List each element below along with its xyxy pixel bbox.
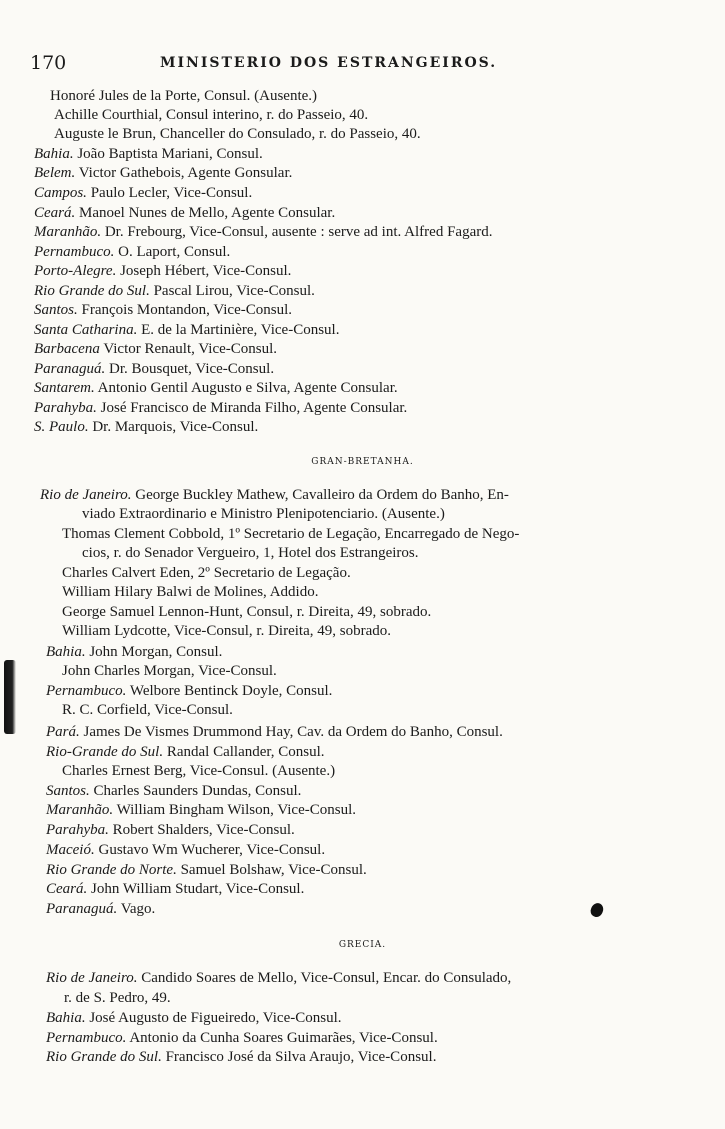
list-item: Rio Grande do Sul. Pascal Lirou, Vice-Consul. — [34, 283, 315, 299]
list-item: Charles Calvert Eden, 2º Secretario de Legação. — [62, 565, 351, 581]
list-item: John Charles Morgan, Vice-Consul. — [62, 663, 277, 679]
list-item: Bahia. John Morgan, Consul. — [46, 644, 223, 660]
list-item: Ceará. John William Studart, Vice-Consul. — [46, 881, 305, 897]
list-item: Paranaguá. Dr. Bousquet, Vice-Consul. — [34, 361, 275, 377]
list-item: Maranhão. William Bingham Wilson, Vice-Consul. — [46, 802, 356, 818]
list-item: Rio Grande do Norte. Samuel Bolshaw, Vice-Consul. — [46, 862, 367, 878]
list-item: cios, r. do Senador Vergueiro, 1, Hotel dos Estrangeiros. — [82, 545, 419, 561]
list-item: R. C. Corfield, Vice-Consul. — [62, 702, 233, 718]
page-edge-mark — [4, 660, 16, 734]
list-item: Achille Courthial, Consul interino, r. do Passeio, 40. — [54, 107, 369, 123]
list-item: Maranhão. Dr. Frebourg, Vice-Consul, ausente : serve ad int. Alfred Fagard. — [34, 224, 493, 240]
list-item: Bahia. José Augusto de Figueiredo, Vice-Consul. — [46, 1010, 342, 1026]
list-item: Pará. James De Vismes Drummond Hay, Cav. da Ordem do Banho, Consul. — [46, 724, 503, 740]
list-item: Rio-Grande do Sul. Randal Callander, Consul. — [46, 744, 325, 760]
list-item: Santos. Charles Saunders Dundas, Consul. — [46, 783, 302, 799]
page-number: 170 — [30, 52, 67, 74]
list-item: viado Extraordinario e Ministro Plenipotenciario. (Ausente.) — [82, 506, 445, 522]
list-item: Parahyba. Robert Shalders, Vice-Consul. — [46, 822, 295, 838]
page-header — [30, 52, 540, 78]
list-item: Bahia. João Baptista Mariani, Consul. — [34, 146, 263, 162]
list-item: Parahyba. José Francisco de Miranda Filho, Agente Consular. — [34, 400, 408, 416]
list-item: Rio Grande do Sul. Francisco José da Silva Araujo, Vice-Consul. — [46, 1049, 437, 1065]
list-item: Paranaguá. Vago. — [46, 901, 156, 917]
ink-blot — [589, 901, 606, 919]
list-item: Pernambuco. Antonio da Cunha Soares Guimarães, Vice-Consul. — [46, 1030, 438, 1046]
list-item: William Lydcotte, Vice-Consul, r. Direita, 49, sobrado. — [62, 623, 391, 639]
list-item: Santarem. Antonio Gentil Augusto e Silva, Agente Consular. — [34, 380, 398, 396]
list-item: George Samuel Lennon-Hunt, Consul, r. Direita, 49, sobrado. — [62, 604, 432, 620]
list-item: Barbacena Victor Renault, Vice-Consul. — [34, 341, 278, 357]
list-item: Thomas Clement Cobbold, 1º Secretario de Legação, Encarregado de Nego- — [62, 526, 520, 542]
list-item: Pernambuco. O. Laport, Consul. — [34, 244, 231, 260]
list-item: Rio de Janeiro. George Buckley Mathew, Cavalleiro da Ordem do Banho, En- — [40, 487, 509, 503]
list-item: Santos. François Montandon, Vice-Consul. — [34, 302, 292, 318]
list-item: S. Paulo. Dr. Marquois, Vice-Consul. — [34, 419, 259, 435]
list-item: Maceió. Gustavo Wm Wucherer, Vice-Consul. — [46, 842, 326, 858]
list-item: Belem. Victor Gathebois, Agente Gonsular. — [34, 165, 293, 181]
list-item: Santa Catharina. E. de la Martinière, Vice-Consul. — [34, 322, 340, 338]
section-heading: GRECIA. — [338, 940, 387, 950]
list-item: Porto-Alegre. Joseph Hébert, Vice-Consul. — [34, 263, 292, 279]
list-item: Auguste le Brun, Chanceller do Consulado, r. do Passeio, 40. — [54, 126, 421, 142]
running-title: MINISTERIO DOS ESTRANGEIROS. — [160, 55, 498, 71]
section-heading: GRAN-BRETANHA. — [311, 457, 414, 467]
list-item: r. de S. Pedro, 49. — [64, 990, 171, 1006]
list-item: Honoré Jules de la Porte, Consul. (Ausente.) — [50, 88, 318, 104]
list-item: Rio de Janeiro. Candido Soares de Mello, Vice-Consul, Encar. do Consulado, — [46, 970, 512, 986]
list-item: Ceará. Manoel Nunes de Mello, Agente Consular. — [34, 205, 336, 221]
list-item: Campos. Paulo Lecler, Vice-Consul. — [34, 185, 253, 201]
list-item: William Hilary Balwi de Molines, Addido. — [62, 584, 319, 600]
list-item: Pernambuco. Welbore Bentinck Doyle, Consul. — [46, 683, 333, 699]
list-item: Charles Ernest Berg, Vice-Consul. (Ausente.) — [62, 763, 336, 779]
